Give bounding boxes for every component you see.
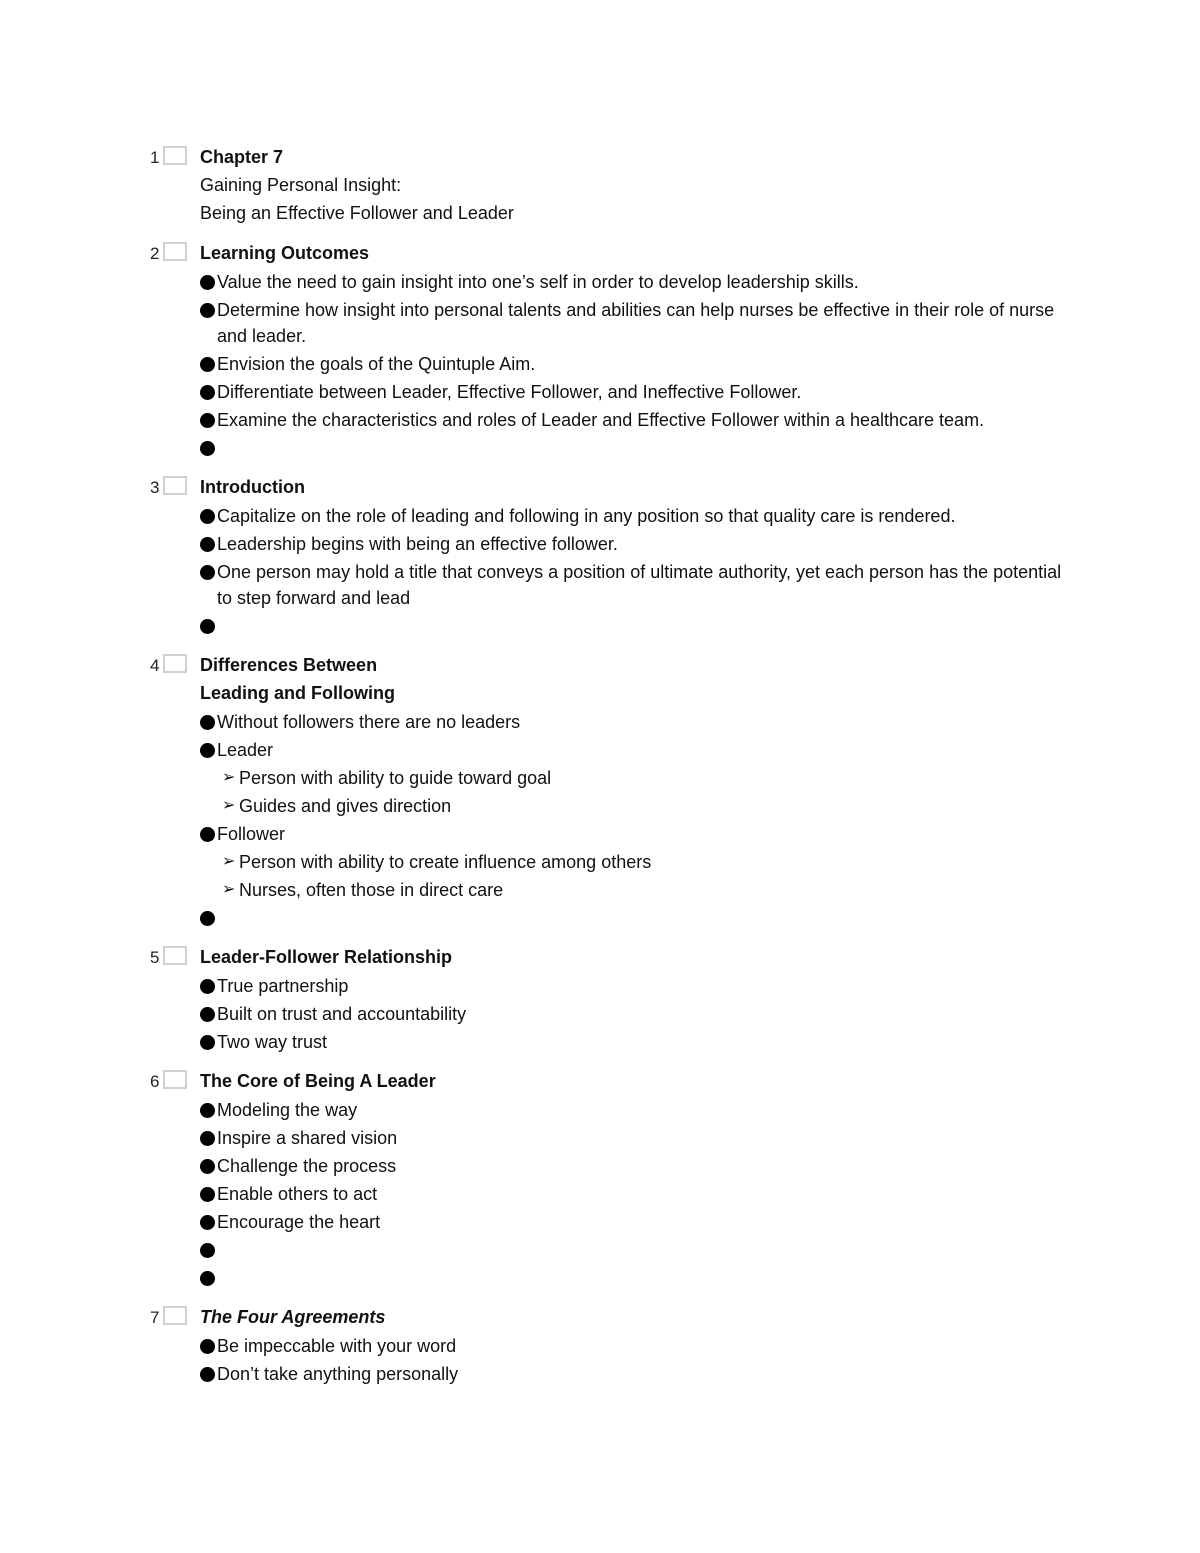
bullet-item <box>200 1001 1067 1027</box>
bullet-item <box>200 1361 1067 1387</box>
bullet-dot-icon <box>200 413 215 428</box>
bullet-dot-icon <box>200 1243 215 1258</box>
sub-bullet-item <box>200 849 1200 875</box>
bullet-dot-icon <box>200 911 215 926</box>
bullet-text: Inspire a shared vision <box>217 1128 398 1148</box>
bullet-item-empty <box>200 1237 1067 1263</box>
slide-title: The Core of Being A Leader <box>200 1071 436 1091</box>
sub-bullet-item <box>200 765 1200 791</box>
bullet-text: Differentiate between Leader, Effective Follower, and Ineffective Follower. <box>217 382 802 402</box>
slide-title: The Four Agreements <box>200 1307 386 1327</box>
bullet-dot-icon <box>200 1215 215 1230</box>
bullet-dot-icon <box>200 1271 215 1286</box>
bullet-item <box>200 503 1067 529</box>
bullet-dot-icon <box>200 275 215 290</box>
bullet-item <box>200 1097 1067 1123</box>
slide-thumbnail[interactable] <box>163 242 187 261</box>
slide-number: 2 <box>150 244 160 263</box>
bullet-item <box>200 1181 1067 1207</box>
arrow-bullet-icon: ➢ <box>222 881 236 898</box>
bullet-item <box>200 559 1067 611</box>
bullet-item <box>200 709 1067 735</box>
bullet-dot-icon <box>200 1131 215 1146</box>
slide-title: Leader-Follower Relationship <box>200 947 453 967</box>
subtitle-line: Gaining Personal Insight: <box>200 175 402 195</box>
bullet-text: Capitalize on the role of leading and following in any position so that quality care is rendered. <box>217 506 956 526</box>
bullet-text: Examine the characteristics and roles of Leader and Effective Follower within a healthcare team. <box>217 410 985 430</box>
bullet-dot-icon <box>200 1339 215 1354</box>
bullet-text: Be impeccable with your word <box>217 1336 457 1356</box>
slide-thumbnail[interactable] <box>163 946 187 965</box>
sub-bullet-text: Person with ability to guide toward goal <box>239 768 552 788</box>
bullet-item-empty <box>200 435 1067 461</box>
bullet-dot-icon <box>200 1103 215 1118</box>
bullet-dot-icon <box>200 303 215 318</box>
sub-bullet-text: Guides and gives direction <box>239 796 452 816</box>
slide-number: 6 <box>150 1072 160 1091</box>
slide-3 <box>150 473 1200 639</box>
arrow-bullet-icon: ➢ <box>222 797 236 814</box>
bullet-text: Built on trust and accountability <box>217 1004 467 1024</box>
bullet-item <box>200 821 1067 847</box>
bullet-dot-icon <box>200 979 215 994</box>
slide-thumbnail[interactable] <box>163 146 187 165</box>
bullet-text: True partnership <box>217 976 349 996</box>
slide-thumbnail[interactable] <box>163 654 187 673</box>
bullet-text: Encourage the heart <box>217 1212 381 1232</box>
bullet-text: Value the need to gain insight into one’s self in order to develop leadership skills. <box>217 272 859 292</box>
bullet-item <box>200 269 1067 295</box>
bullet-dot-icon <box>200 1007 215 1022</box>
slide-number: 1 <box>150 148 160 167</box>
bullet-dot-icon <box>200 565 215 580</box>
bullet-item <box>200 407 1067 433</box>
bullet-text: Leadership begins with being an effective follower. <box>217 534 618 554</box>
bullet-text: Without followers there are no leaders <box>217 712 521 732</box>
bullet-dot-icon <box>200 357 215 372</box>
arrow-bullet-icon: ➢ <box>222 769 236 786</box>
slide-number: 5 <box>150 948 160 967</box>
slide-thumbnail[interactable] <box>163 1070 187 1089</box>
bullet-text: Challenge the process <box>217 1156 397 1176</box>
bullet-item <box>200 1125 1067 1151</box>
slide-number: 3 <box>150 478 160 497</box>
sub-bullet-item <box>200 877 1200 903</box>
sub-bullet-text: Person with ability to create influence among others <box>239 852 652 872</box>
slide-6 <box>150 1067 1200 1291</box>
bullet-item <box>200 1153 1067 1179</box>
bullet-dot-icon <box>200 509 215 524</box>
slide-number: 4 <box>150 656 160 675</box>
bullet-text: Determine how insight into personal talents and abilities can help nurses be effective in their role of nurse and leader. <box>217 300 1055 346</box>
bullet-item-empty <box>200 905 1067 931</box>
bullet-dot-icon <box>200 1187 215 1202</box>
bullet-text: Enable others to act <box>217 1184 378 1204</box>
slide-title: Differences Between <box>200 655 378 675</box>
slide-7 <box>150 1303 1200 1387</box>
bullet-dot-icon <box>200 1035 215 1050</box>
slide-1 <box>150 143 1200 227</box>
bullet-text: Leader <box>217 740 274 760</box>
slide-title: Introduction <box>200 477 305 497</box>
sub-bullet-item <box>200 793 1200 819</box>
bullet-item <box>200 1029 1067 1055</box>
bullet-item <box>200 531 1067 557</box>
slide-thumbnail[interactable] <box>163 1306 187 1325</box>
bullet-dot-icon <box>200 537 215 552</box>
slide-thumbnail[interactable] <box>163 476 187 495</box>
bullet-dot-icon <box>200 619 215 634</box>
bullet-dot-icon <box>200 743 215 758</box>
bullet-item <box>200 973 1067 999</box>
slide-title: Learning Outcomes <box>200 243 370 263</box>
bullet-dot-icon <box>200 827 215 842</box>
bullet-item <box>200 737 1067 763</box>
bullet-item <box>200 297 1067 349</box>
bullet-dot-icon <box>200 1367 215 1382</box>
slide-2 <box>150 239 1200 461</box>
bullet-text: Modeling the way <box>217 1100 358 1120</box>
bullet-dot-icon <box>200 385 215 400</box>
slide-4 <box>150 651 1200 931</box>
bullet-item <box>200 379 1067 405</box>
bullet-item <box>200 1333 1067 1359</box>
bullet-text: Two way trust <box>217 1032 328 1052</box>
bullet-dot-icon <box>200 1159 215 1174</box>
bullet-text: Don’t take anything personally <box>217 1364 459 1384</box>
slide-title-line-2: Leading and Following <box>200 683 395 703</box>
bullet-text: One person may hold a title that conveys a position of ultimate authority, yet each person has the potential to step forward and lead <box>217 562 1062 608</box>
slide-title: Chapter 7 <box>200 147 284 167</box>
sub-bullet-text: Nurses, often those in direct care <box>239 880 504 900</box>
slide-number: 7 <box>150 1308 160 1327</box>
bullet-item-empty <box>200 1265 1067 1291</box>
slide-5 <box>150 943 1200 1055</box>
bullet-item <box>200 1209 1067 1235</box>
bullet-item <box>200 351 1067 377</box>
bullet-dot-icon <box>200 441 215 456</box>
bullet-text: Follower <box>217 824 286 844</box>
arrow-bullet-icon: ➢ <box>222 853 236 870</box>
bullet-dot-icon <box>200 715 215 730</box>
bullet-text: Envision the goals of the Quintuple Aim. <box>217 354 536 374</box>
subtitle-line: Being an Effective Follower and Leader <box>200 203 514 223</box>
bullet-item-empty <box>200 613 1067 639</box>
